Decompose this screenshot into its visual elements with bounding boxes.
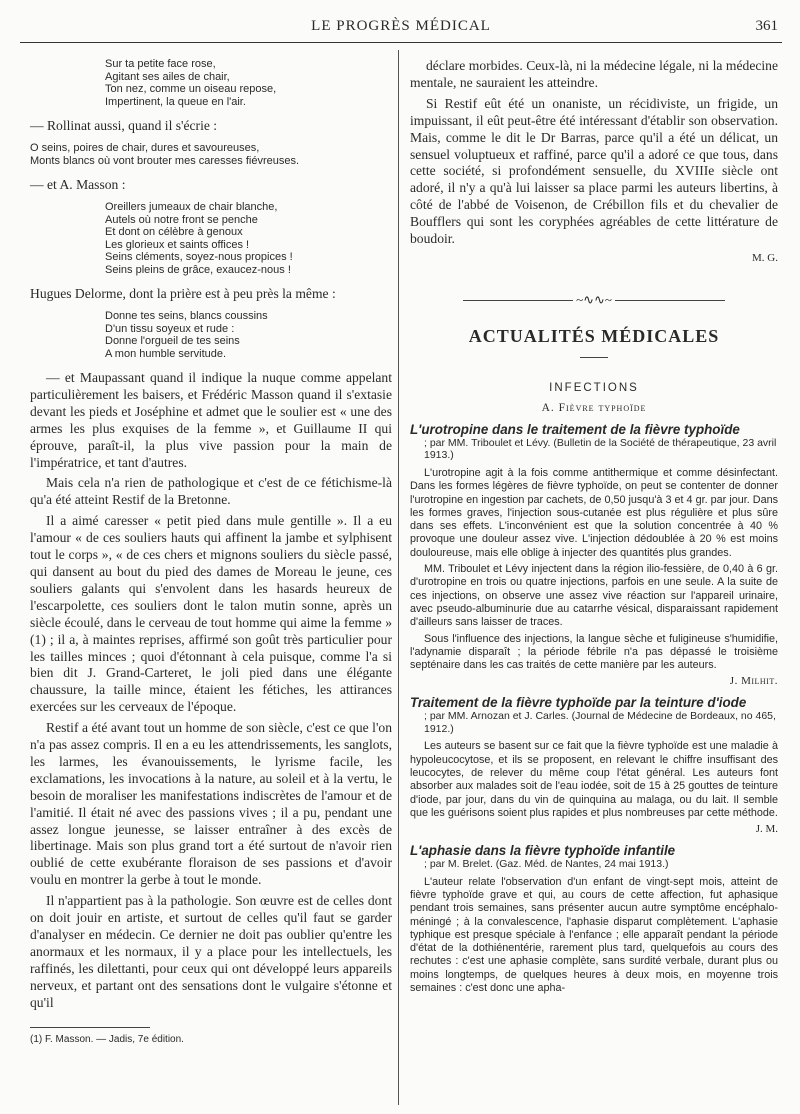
verse-line: Les glorieux et saints offices ! [105,238,250,251]
subsection-subheading: A. Fièvre typhoïde [541,401,647,414]
body-paragraph: déclare morbides. Ceux-là, ni la médecine légale, ni la médecine mentale, ne sauraient les atteindre. [410,58,778,90]
article-signature: M. G. [752,251,778,264]
verse-intro-rollinat: — Rollinat aussi, quand il s'écrie : [30,118,218,133]
verse-line: Oreillers jumeaux de chair blanche, [105,201,278,213]
right-column [410,58,778,998]
verse-line: Monts blancs où vont brouter mes caresses fiévreuses. [30,154,300,167]
verse-line: Ton nez, comme un oiseau repose, [105,83,277,95]
running-header [20,14,782,43]
verse-line: Seins cléments, soyez-nous propices ! [105,251,293,263]
body-paragraph: Restif a été avant tout un homme de son siècle, c'est ce que l'on n'a pas assez compris. Il en a eu les attendrissements, les sanglots, les larmes, les évanouissements, le lyrisme facile, les exclamations, les invocations à la nature, au soleil et à la vertu, le besoin de moraliser les manifestations indiscrètes de l'amour et de l'amitié. Il était né avec des passions vives ; il a pu, pendant une assez longue jeunesse, se laisser entraîner à des excès de libertinage. Mais son plus grand tort a été surtout de n'avoir rien oublié de cette exubérante floraison de ses passions et d'avoir voulu en montrer la gerbe à tout le monde. [30,720,392,888]
section-title: ACTUALITÉS MÉDICALES [468,325,720,346]
article-title: L'aphasie dans la fièvre typhoïde infantile [410,843,676,859]
verse-line: A mon humble servitude. [105,347,227,360]
ornament-rule-right [615,300,725,301]
verse-line: Et dont on célèbre à genoux [105,226,243,238]
verse-intro-delorme: Hugues Delorme, dont la prière est à peu près la même : [30,286,336,301]
section-rule [580,357,608,358]
article-signature: J. Milhit. [729,675,778,688]
verse-line: D'un tissu soyeux et rude : [105,322,235,335]
verse-block-1 [30,58,392,108]
ornament-rule-left [463,300,573,301]
body-paragraph: Il n'appartient pas à la pathologie. Son œuvre est de celles dont on doit jouir en artiste, et surtout de celles qu'il faut se garder d'analyser en médecin. Ce dernier ne doit pas oublier qu'entre les anormaux et les normaux, il y a place pour les intellectuels, les raffinés, les dilettanti, pour ceux qui ont développé leurs appareils nerveux, et partant ont des sensations dont le vulgaire s'étonne et qu'il [30,893,392,1010]
column-divider [398,50,399,1105]
verse-line: Autels où notre front se penche [105,213,258,226]
article-signature: J. M. [755,823,778,836]
body-paragraph: Il a aimé caresser « petit pied dans mule gentille ». Il a eu l'amour « de ces souliers hauts qui affinent la jambe et sylphisent tout le corps », « de ces chers et mignons souliers du siècle passé, qui dansent au bout du pied des dames de Moreau le jeune, ces souliers galants qui s'envolent dans les hasards heureux de l'escarpolette, ces souliers dont le talon mutin sonne, après un siècle écoulé, dans le cerveau de tout homme qui aime la femme » (1) ; il a, à maintes reprises, affirmé son goût très particulier pour les tailles minces ; quoi d'étonnant à cela puisque, comme l'a si bien dit J. Grand-Carteret, le joli pied dans une élégante chaussure, la taille mince, étaient les fétiches, les attirances exercées sur les cerveaux de l'époque. [30,513,392,715]
article-citation: ; par MM. Arnozan et J. Carles. (Journal de Médecine de Bordeaux, no 465, 1912.) [424,710,776,735]
verse-line: Sur ta petite face rose, [105,58,216,70]
article-citation: ; par MM. Triboulet et Lévy. (Bulletin de la Société de thérapeutique, 23 avril 1913.) [424,436,777,462]
verse-line: O seins, poires de chair, dures et savoureuses, [30,142,260,154]
verse-block-2 [30,142,392,167]
verse-line: Donne l'orgueil de tes seins [105,335,240,347]
journal-title: LE PROGRÈS MÉDICAL [311,18,491,34]
verse-line: Seins pleins de grâce, exaucez-nous ! [105,263,291,276]
article-paragraph: Les auteurs se basent sur ce fait que la fièvre typhoïde est une maladie à hypoleucocytose, et ils se proposent, en relevant le chiffre insuffisant des leucocytes, de relever du même coup l'état général. Les auteurs font absorber aux malades soit de l'eau iodée, soit de 15 à 25 gouttes de teinture d'iode, par jour, dans du vin de quinquina au malaga, ou du lait. Il semble que les guérisons soient plus rapides et plus nombreuses par cette méthode. [410,740,778,819]
body-paragraph: — et Maupassant quand il indique la nuque comme appelant particulièrement les baisers, et Frédéric Masson quand il s'extasie devant les pieds et Joséphine et admet que le soulier est « une des armes les plus exquises de la femme », et Guillaume II qui éprouve, paraît-il, la plus vive passion pour la main de l'impératrice, et tant d'autres. [30,370,392,470]
article-paragraph: Sous l'influence des injections, la langue sèche et fuligineuse s'humidifie, l'adynamie disparaît ; la période fébrile n'a pas dépassé le troisième septénaire dans les cas traités de cette manière par les auteurs. [410,632,778,672]
article-paragraph: L'auteur relate l'observation d'un enfant de vingt-sept mois, atteint de fièvre typhoïde grave et qui, au cours de cette affection, fut aphasique pendant trois semaines, sans présenter aucun autre symptôme encéphalo-méningé ; à la convalescence, l'aphasie disparut complètement. L'aphasie typhique est presque spéciale à l'enfance ; elle apparaît pendant la période d'état de la dothiénentérie, rarement plus tard, quelquefois au cours des rechutes : c'est une aphasie complète, sans surdité verbale, durant plus ou moins longtemps, de quelques heures à deux mois, en moyenne trois semaines : c'est donc une apha- [410,875,778,995]
footnote: (1) F. Masson. — Jadis, 7e édition. [30,1034,184,1045]
verse-line: Agitant ses ailes de chair, [105,70,230,83]
article-paragraph: MM. Triboulet et Lévy injectent dans la région ilio-fessière, de 0,40 à 6 gr. d'urotropine en trois ou quatre injections, parfois en une seule. A la suite de ces injections, on observe une assez vive réaction sur l'appareil urinaire, avec pseudo-albuminurie due au catarrhe vésical, disparaissant rapidement d'ailleurs sans laisser de traces. [410,563,778,629]
article-citation: ; par M. Brelet. (Gaz. Méd. de Nantes, 24 mai 1913.) [424,858,669,871]
footnote-rule [30,1027,150,1028]
article-paragraph: L'urotropine agit à la fois comme antithermique et comme désinfectant. Dans les formes légères de fièvre typhoïde, on peut se contenter de donner l'urotropine en ingestion par cachets, de 0,50 jusqu'à 3 et 4 gr. par jour. Dans les formes graves, l'injection sous-cutanée est plus régulière et plus sûre dans ses effets. L'inconvénient est que la solution concentrée à 40 % provoque une douleur assez vive. L'injection dédoublée à 20 % est moins douloureuse, mais elle oblige à injecter des quantités plus grandes. [410,466,778,559]
body-paragraph: Si Restif eût été un onaniste, un récidiviste, un frigide, un impuissant, il eût peut-être été intéressant d'établir son observation. Mais, comme le dit le Dr Barras, parce qu'il a été un délicat, un sensuel voluptueux et raffiné, parce qu'il a adoré ce que tous, dans cette société, si profondément sensuelle, du XVIIIe siècle ont adoré, il n'y a qu'à lui laisser sa place parmi les auteurs libertins, à côté de l'abbé de Voisenon, de Crébillon fils et du chevalier de Boufflers qui sont les coryphées agréables de cette littérature de boudoir. [410,95,778,247]
verse-line: Donne tes seins, blancs coussins [105,310,268,322]
subsection-heading: INFECTIONS [549,381,639,394]
verse-intro-masson: — et A. Masson : [30,177,126,192]
page-number: 361 [755,18,778,34]
flourish-icon: ~∿∿~ [576,291,612,307]
article-title: L'urotropine dans le traitement de la fièvre typhoïde [410,421,740,437]
left-column [30,58,392,1016]
article-title: Traitement de la fièvre typhoïde par la teinture d'iode [410,695,747,711]
verse-line: Impertinent, la queue en l'air. [105,95,246,108]
body-paragraph: Mais cela n'a rien de pathologique et c'est de ce fétichisme-là qu'a été atteint Restif de la Bretonne. [30,475,392,508]
verse-block-4 [30,310,392,360]
verse-block-3 [30,201,392,276]
section-ornament [410,292,778,308]
